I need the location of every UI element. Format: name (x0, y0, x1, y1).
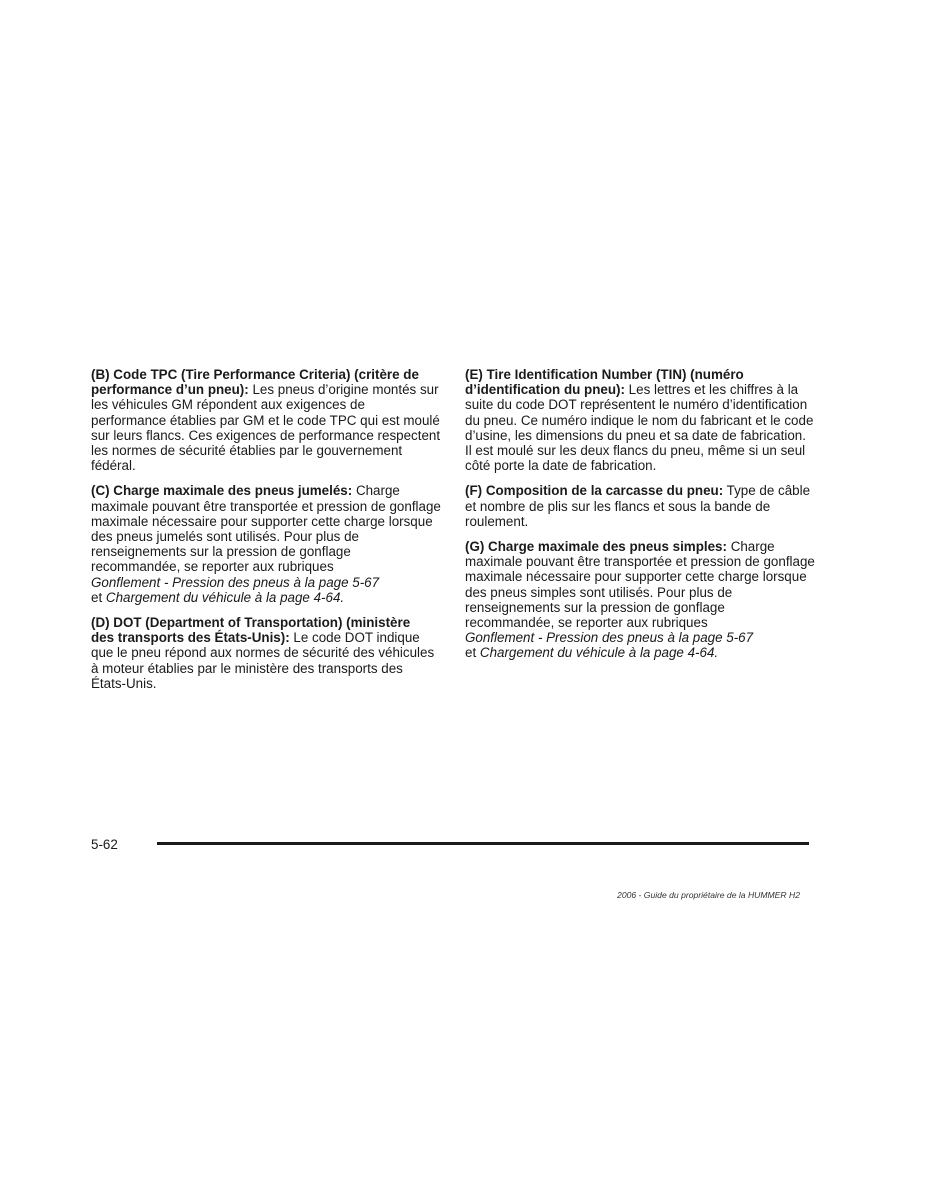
entry-g-body: Charge maximale pouvant être transportée et pression de gonflage maximale nécessaire pour supporter cette charge lorsque des pneus simples sont utilisés. (465, 539, 815, 600)
right-column (465, 367, 815, 671)
entry-c-reference-intro: Pour plus de renseignements sur la pression de gonflage recommandée, se reporter aux rubriques (91, 529, 359, 575)
entry-b-tpc-code (91, 367, 441, 473)
entry-g-reference-and: et (465, 645, 477, 661)
footer-guide-title: 2006 - Guide du propriétaire de la HUMMER H2 (617, 890, 800, 900)
entry-f-heading: (F) Composition de la carcasse du pneu: (465, 483, 724, 499)
entry-c-heading: (C) Charge maximale des pneus jumelés: (91, 483, 353, 499)
page-divider-rule (157, 842, 809, 845)
entry-e-heading-line-2: d’identification du pneu): (465, 382, 625, 398)
entry-d-heading-line-2: des transports des États-Unis): (91, 630, 290, 646)
entry-g-reference-intro: Pour plus de renseignements sur la pression de gonflage recommandée, se reporter aux rubriques (465, 584, 733, 631)
entry-d-heading-line-1: (D) DOT (Department of Transportation) (ministère (91, 615, 411, 631)
entry-b-body: Les pneus d’origine montés sur les véhicules GM répondent aux exigences de performance établies par GM et le code TPC qui est moulé sur leurs flancs. Ces exigences de performance respectent les normes de sécurité établies par le gouvernement fédéral. (91, 382, 441, 474)
entry-g-reference-inflation: Gonflement - Pression des pneus à la page 5-67 (465, 630, 754, 646)
page-number: 5-62 (91, 837, 118, 852)
left-column (91, 367, 441, 701)
entry-c-reference-loading: Chargement du véhicule à la page 4-64. (105, 589, 345, 605)
entry-c-body: Charge maximale pouvant être transportée et pression de gonflage maximale nécessaire pour supporter cette charge lorsque des pneus jumelés sont utilisés. (91, 483, 441, 545)
entry-b-heading-line-2: performance d’un pneu): (91, 382, 249, 398)
entry-g-single-tire-max-load (465, 539, 815, 661)
entry-d-dot-code (91, 615, 441, 691)
entry-g-reference-loading: Chargement du véhicule à la page 4-64. (479, 645, 719, 661)
entry-c-reference-and: et (91, 589, 103, 605)
entry-f-ply-composition (465, 483, 815, 529)
entry-g-heading: (G) Charge maximale des pneus simples: (465, 539, 727, 555)
entry-c-reference-inflation: Gonflement - Pression des pneus à la page 5-67 (91, 574, 380, 590)
entry-e-tire-identification-number (465, 367, 815, 473)
entry-e-heading-line-1: (E) Tire Identification Number (TIN) (numéro (465, 367, 744, 382)
entry-c-dual-tire-max-load (91, 483, 441, 605)
entry-f-body: Type de câble et nombre de plis sur les flancs et sous la bande de roulement. (465, 483, 811, 529)
entry-b-heading-line-1: (B) Code TPC (Tire Performance Criteria) (critère de (91, 367, 419, 382)
entry-d-body: Le code DOT indique que le pneu répond aux normes de sécurité des véhicules à moteur établies par le ministère des transports des États-Unis. (91, 630, 435, 691)
entry-e-body: Les lettres et les chiffres à la suite du code DOT représentent le numéro d’identification du pneu. Ce numéro indique le nom du fabricant et le code d’usine, les dimensions du pneu et sa date de fabrication. Il est moulé sur les deux flancs du pneu, même si un seul côté porte la date de fabrication. (465, 382, 814, 474)
